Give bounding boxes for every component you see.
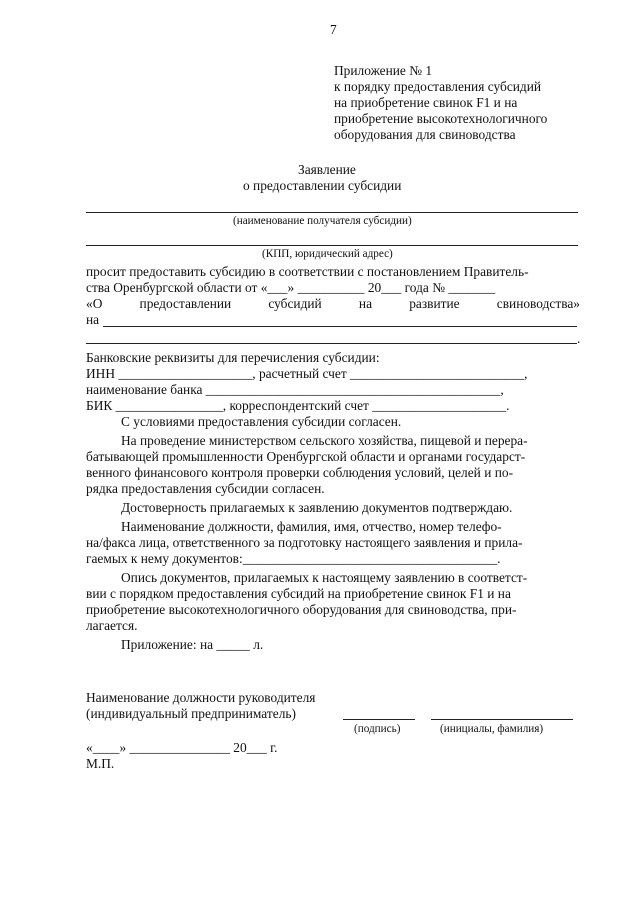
word: развитие (409, 296, 460, 311)
agreement-inspection-1: На проведение министерством сельского хозяйства, пищевой и перера- (121, 433, 528, 448)
attachment-pages: Приложение: на _____ л. (121, 637, 264, 652)
appendix-line-3: на приобретение свинок F1 и на (334, 95, 518, 110)
head-position-sublabel: (индивидуальный предприниматель) (86, 706, 296, 721)
bank-details-heading: Банковские реквизиты для перечисления субсидии: (86, 350, 380, 365)
inn-account-line: ИНН ____________________, расчетный счет __________________________, (86, 366, 528, 381)
initials-caption: (инициалы, фамилия) (440, 723, 544, 735)
inventory-3: приобретение высокотехнологичного оборудования для свиноводства, при- (86, 602, 517, 617)
word: субсидий (268, 296, 322, 311)
contact-person-2: на/факса лица, ответственного за подготовку настоящего заявления и прила- (86, 535, 523, 550)
inventory-1: Опись документов, прилагаемых к настоящему заявлению в соответст- (121, 570, 528, 585)
stamp-place: М.П. (86, 756, 115, 771)
purpose-line-2 (86, 343, 577, 344)
request-line-1: просит предоставить субсидию в соответствии с постановлением Правитель- (86, 264, 529, 279)
word: на (358, 296, 373, 311)
appendix-line-5: оборудования для свиноводства (334, 127, 516, 142)
signature-line (343, 719, 415, 720)
word: свиноводства» (496, 296, 580, 311)
appendix-line-4: приобретение высокотехнологичного (334, 111, 548, 126)
page-number: 7 (330, 22, 337, 37)
request-line-4-label: на (86, 312, 100, 327)
document-title: Заявление (298, 162, 356, 177)
kpp-caption: (КПП, юридический адрес) (262, 248, 393, 260)
document-subtitle: о предоставлении субсидии (243, 178, 402, 193)
recipient-caption: (наименование получателя субсидии) (233, 215, 412, 227)
bank-name-line: наименование банка ____________________________________________, (86, 382, 504, 397)
inventory-2: вии с порядком предоставления субсидий на приобретение свинок F1 и на (86, 586, 511, 601)
documents-confirmation: Достоверность прилагаемых к заявлению документов подтверждаю. (121, 500, 513, 515)
agreement-inspection-3: венного финансового контроля проверки соблюдения условий, целей и по- (86, 465, 514, 480)
signature-caption: (подпись) (354, 723, 401, 735)
bik-correspondent-line: БИК ________________, корреспондентский счет ____________________. (86, 398, 510, 413)
kpp-address-line (86, 245, 578, 246)
agreement-inspection-2: батывающей промышленности Оренбургской области и органами государст- (86, 449, 526, 464)
appendix-line-1: Приложение № 1 (334, 63, 433, 78)
word: «О (86, 296, 103, 311)
head-position-label: Наименование должности руководителя (86, 690, 316, 705)
appendix-line-2: к порядку предоставления субсидий (334, 79, 542, 94)
initials-line (431, 719, 573, 720)
contact-person-1: Наименование должности, фамилия, имя, отчество, номер телефо- (121, 519, 502, 534)
agreement-conditions: С условиями предоставления субсидии согласен. (121, 414, 402, 429)
request-line-2: ства Оренбургской области от «___» __________ 20___ года № _______ (86, 280, 496, 295)
inventory-4: лагается. (86, 618, 138, 633)
recipient-name-line (86, 212, 578, 213)
agreement-inspection-4: рядка предоставления субсидии согласен. (86, 481, 325, 496)
word: предоставлении (139, 296, 232, 311)
purpose-line-1 (103, 326, 577, 327)
purpose-line-2-end: . (577, 331, 581, 346)
contact-person-3: гаемых к нему документов:______________________________________. (86, 551, 501, 566)
date-line: «____» _______________ 20___ г. (86, 740, 278, 755)
request-line-3 (86, 296, 580, 312)
